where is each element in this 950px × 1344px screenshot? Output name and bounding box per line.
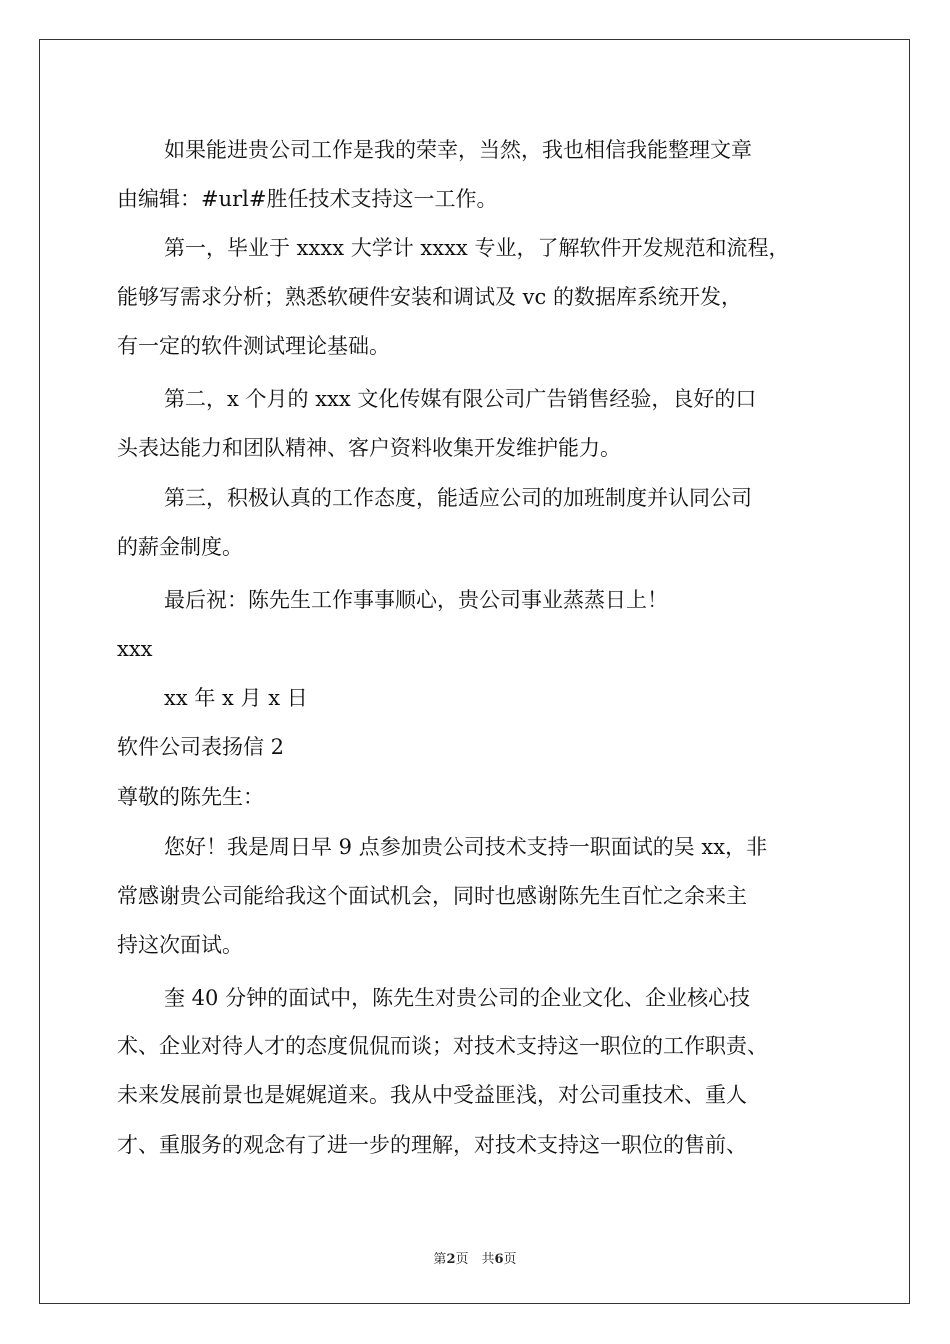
paragraph-line: 能够写需求分析；熟悉软硬件安装和调试及 vc 的数据库系统开发， (117, 285, 742, 309)
paragraph-line: 术、企业对待人才的态度侃侃而谈；对技术支持这一职位的工作职责、 (117, 1034, 768, 1058)
signature: xxx (117, 637, 153, 661)
paragraph-line: 奎 40 分钟的面试中，陈先生对贵公司的企业文化、企业核心技 (164, 986, 751, 1010)
page-footer (0, 1248, 950, 1267)
paragraph-line: 的薪金制度。 (117, 535, 243, 559)
page-border (39, 39, 910, 1304)
paragraph-line: 才、重服务的观念有了进一步的理解，对技术支持这一职位的售前、 (117, 1133, 747, 1157)
paragraph-line: 头表达能力和团队精神、客户资料收集开发维护能力。 (117, 436, 621, 460)
paragraph-line: 未来发展前景也是娓娓道来。我从中受益匪浅，对公司重技术、重人 (117, 1083, 747, 1107)
paragraph-line: 如果能进贵公司工作是我的荣幸，当然，我也相信我能整理文章 (164, 138, 752, 162)
paragraph-line: 您好！我是周日早 9 点参加贵公司技术支持一职面试的吴 xx，非 (164, 835, 768, 859)
footer-prefix: 第 (433, 1252, 447, 1267)
paragraph-line: 持这次面试。 (117, 933, 243, 957)
paragraph-line: 由编辑：#url#胜任技术支持这一工作。 (117, 187, 498, 211)
paragraph-line: 第一，毕业于 xxxx 大学计 xxxx 专业，了解软件开发规范和流程， (164, 236, 790, 260)
salutation: 尊敬的陈先生： (117, 785, 264, 809)
paragraph-line: 第三，积极认真的工作态度，能适应公司的加班制度并认同公司 (164, 486, 752, 510)
paragraph-line: 有一定的软件测试理论基础。 (117, 334, 390, 358)
current-page-number: 2 (446, 1252, 456, 1267)
letter-title: 软件公司表扬信 2 (117, 735, 285, 759)
paragraph-line: 第二，x 个月的 xxx 文化传媒有限公司广告销售经验，良好的口 (164, 387, 757, 411)
footer-mid: 页 共 (455, 1252, 495, 1267)
total-page-number: 6 (494, 1252, 504, 1267)
closing-wish: 最后祝：陈先生工作事事顺心，贵公司事业蒸蒸日上！ (164, 588, 668, 612)
footer-suffix: 页 (503, 1252, 517, 1267)
paragraph-line: 常感谢贵公司能给我这个面试机会，同时也感谢陈先生百忙之余来主 (117, 884, 747, 908)
date-line: xx 年 x 月 x 日 (164, 686, 308, 710)
